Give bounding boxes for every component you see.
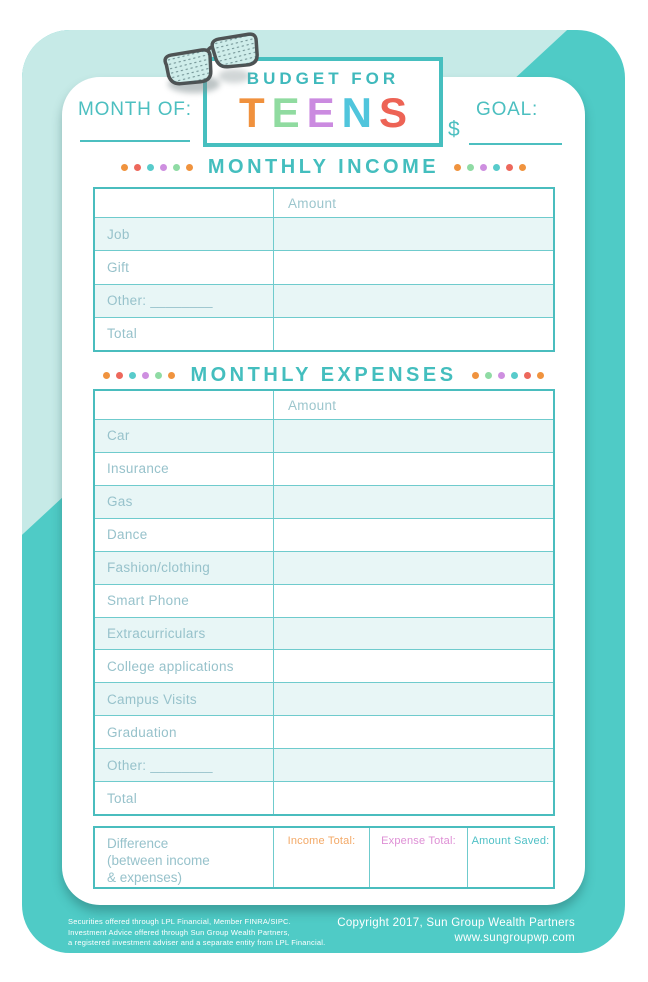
expense-row-label: Fashion/clothing [95,552,274,584]
dot [129,372,136,379]
expense-amount-cell [274,486,553,518]
month-of-label: MONTH OF: [78,99,192,120]
expenses-dots-right [472,372,544,379]
summary-table [93,826,555,889]
dot [498,372,505,379]
expense-row-label: Graduation [95,716,274,748]
expense-row-extracurriculars [95,617,553,650]
dot [147,164,154,171]
expense-row-other [95,748,553,781]
expense-amount-cell [274,749,553,781]
expense-row-label: Insurance [95,453,274,485]
dot [173,164,180,171]
income-total-label: Income Total: [287,835,356,847]
dot [121,164,128,171]
expense-row-car [95,419,553,452]
dot [168,372,175,379]
expense-amount-cell [274,716,553,748]
income-row-label: Job [95,218,274,250]
amount-saved-cell [468,828,553,887]
dot [485,372,492,379]
expense-amount-cell [274,420,553,452]
title-letter: N [341,89,372,136]
footer-copyright-block [337,916,575,945]
income-dots-left [121,164,193,171]
dot [454,164,461,171]
expense-row-graduation [95,715,553,748]
income-row-gift [95,250,553,283]
income-dots-right [454,164,526,171]
expense-amount-cell [274,782,553,814]
title-letter: E [306,89,335,136]
title-letter: S [379,89,408,136]
dot [134,164,141,171]
goal-blank-line [469,143,562,145]
income-row-label: Gift [95,251,274,283]
sunglasses-icon [160,30,264,102]
income-amount-header: Amount [288,195,337,211]
title-letter: T [238,89,265,136]
disclaimer-line: a registered investment adviser and a separate entity from LPL Financial. [68,938,326,947]
expense-row-dance [95,518,553,551]
expense-amount-cell [274,618,553,650]
expense-amount-cell [274,650,553,682]
dot [160,164,167,171]
income-total-cell [274,828,370,887]
difference-cell [95,828,274,887]
expense-row-college-applications [95,649,553,682]
expense-amount-cell [274,585,553,617]
expense-row-label: Car [95,420,274,452]
dot [103,372,110,379]
footer-disclaimer [68,917,325,949]
expense-amount-cell [274,453,553,485]
income-header-row [95,189,553,217]
expense-amount-cell [274,552,553,584]
expense-row-smart-phone [95,584,553,617]
income-row-job [95,217,553,250]
dollar-sign: $ [448,118,460,141]
expense-row-fashion [95,551,553,584]
disclaimer-line: Investment Advice offered through Sun Group Wealth Partners, [68,927,290,937]
monthly-income-heading-row [62,156,585,179]
expense-amount-cell [274,519,553,551]
expense-row-label: Gas [95,486,274,518]
income-amount-cell [274,218,553,250]
income-row-label: Other: ________ [95,285,274,317]
expense-row-label: Campus Visits [95,683,274,715]
copyright-text: Copyright 2017, Sun Group Wealth Partners [337,917,575,929]
expense-row-label: Other: ________ [95,749,274,781]
difference-line: Difference [107,836,169,851]
income-amount-cell [274,318,553,350]
expense-total-label: Expense Total: [381,835,456,847]
amount-saved-label: Amount Saved: [471,835,550,847]
dot [472,372,479,379]
expenses-dots-left [103,372,175,379]
goal-label: GOAL: [476,99,539,120]
expense-row-label: Dance [95,519,274,551]
income-amount-cell [274,251,553,283]
expense-row-gas [95,485,553,518]
expenses-header-row [95,391,553,419]
dot [524,372,531,379]
website-text: www.sungroupwp.com [454,931,575,944]
income-header-blank-cell [95,189,274,217]
dot [467,164,474,171]
expense-row-label: College applications [95,650,274,682]
dot [155,372,162,379]
expenses-header-blank-cell [95,391,274,419]
expense-row-campus-visits [95,682,553,715]
expense-row-label: Total [95,782,274,814]
expense-row-insurance [95,452,553,485]
expense-total-cell [370,828,468,887]
dot [506,164,513,171]
dot [142,372,149,379]
difference-line: (between income [107,853,210,868]
income-row-other [95,284,553,317]
expense-row-total [95,781,553,814]
income-row-total [95,317,553,350]
dot [511,372,518,379]
income-row-label: Total [95,318,274,350]
dot [480,164,487,171]
monthly-expenses-heading: MONTHLY EXPENSES [190,364,457,386]
expense-row-label: Smart Phone [95,585,274,617]
month-of-blank-line [80,140,190,142]
income-amount-cell [274,285,553,317]
difference-line: & expenses) [107,870,183,885]
dot [537,372,544,379]
monthly-expenses-heading-row [62,364,585,387]
dot [186,164,193,171]
dot [493,164,500,171]
expenses-table [93,389,555,816]
title-top-line: BUDGET FOR [246,69,400,88]
dot [519,164,526,171]
monthly-income-heading: MONTHLY INCOME [207,156,440,178]
disclaimer-line: Securities offered through LPL Financial, Member FINRA/SIPC. [68,917,291,926]
dot [116,372,123,379]
expense-row-label: Extracurriculars [95,618,274,650]
expense-amount-cell [274,683,553,715]
income-table [93,187,555,352]
expenses-amount-header: Amount [288,397,337,413]
title-letter: E [271,89,300,136]
